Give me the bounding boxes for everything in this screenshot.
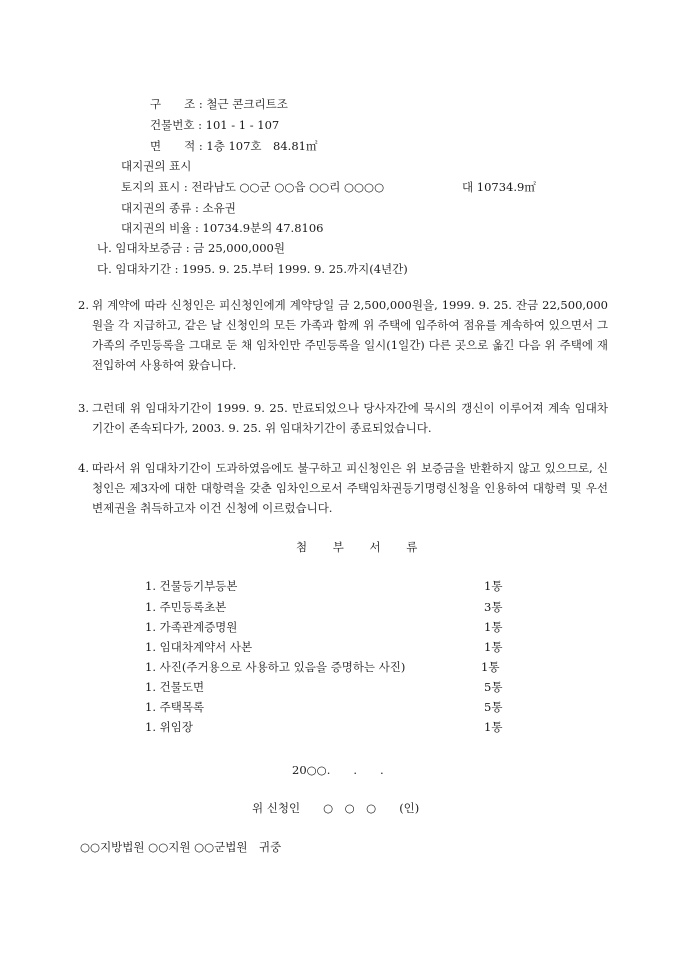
land-right-heading: 대지권의 표시	[121, 159, 192, 173]
paragraph-3	[78, 398, 608, 438]
area-row: 면 적 : 1층 107호 84.81㎡	[150, 139, 318, 153]
attachment-row	[0, 639, 680, 657]
lease-deposit: 나. 임대차보증금 : 금 25,000,000원	[97, 241, 285, 255]
attachment-row	[0, 719, 680, 737]
court-addressee: ○○지방법원 ○○지원 ○○군법원 귀중	[80, 840, 282, 854]
land-ratio-label: 대지권의 비율	[121, 221, 192, 235]
attachment-name: 1. 주택목록	[145, 700, 205, 714]
attachment-name: 1. 건물도면	[145, 680, 205, 694]
land-type-row: 대지권의 종류 : 소유권	[121, 201, 236, 215]
attachment-count: 1통	[484, 579, 503, 593]
attachment-name: 1. 건물등기부등본	[145, 579, 238, 593]
land-ratio-row: 대지권의 비율 : 10734.9분의 47.8106	[121, 221, 324, 235]
attachment-name: 1. 가족관계증명원	[145, 620, 238, 634]
paragraph-number: 3.	[78, 401, 89, 415]
area-label: 면 적	[150, 139, 196, 153]
applicant-signature: 위 신청인 ○ ○ ○ (인)	[252, 801, 420, 815]
attachment-name: 1. 주민등록초본	[145, 600, 227, 614]
area-value: 1층 107호 84.81㎡	[206, 139, 318, 153]
paragraph-2	[78, 295, 608, 375]
land-type-label: 대지권의 종류	[121, 201, 192, 215]
attachment-name: 1. 사진(주거용으로 사용하고 있음을 증명하는 사진)	[145, 660, 406, 674]
attachment-row	[0, 599, 680, 617]
building-number-row: 건물번호 : 101 - 1 - 107	[150, 118, 280, 132]
land-value: 전라남도 ○○군 ○○읍 ○○리 ○○○○	[191, 180, 385, 194]
land-type-value: 소유권	[202, 201, 236, 215]
paragraph-text: 위 계약에 따라 신청인은 피신청인에게 계약당일 금 2,500,000원을, 1999. 9. 25. 잔금 22,500,000원을 각 지급하고, 같은 날 신청인의 모든 가족과 함께 위 주택에 입주하여 점유를 계속하여 있으면서 그 가족의 주민등록을 그대로 둔 채 임차인만 주민등록을 일시(1일간) 다른 곳으로 옮긴 다음 위 주택에 재전입하여 사용하여 왔습니다.	[92, 298, 608, 372]
attachments-title: 첨 부 서 류	[296, 540, 429, 554]
land-ratio-value: 10734.9분의 47.8106	[202, 221, 324, 235]
building-number-value: 101 - 1 - 107	[205, 118, 280, 132]
building-number-label: 건물번호	[150, 118, 195, 132]
land-row: 토지의 표시 : 전라남도 ○○군 ○○읍 ○○리 ○○○○	[121, 180, 385, 194]
attachment-count: 1통	[484, 620, 503, 634]
attachment-name: 1. 임대차계약서 사본	[145, 640, 253, 654]
structure-value: 철근 콘크리트조	[206, 97, 288, 111]
attachment-name: 1. 위임장	[145, 720, 193, 734]
lease-period: 다. 임대차기간 : 1995. 9. 25.부터 1999. 9. 25.까지(4년간)	[97, 262, 408, 276]
application-date: 20○○. . .	[292, 763, 384, 777]
structure-row: 구 조 : 철근 콘크리트조	[150, 97, 288, 111]
attachment-row	[0, 659, 680, 677]
paragraph-number: 2.	[78, 298, 89, 312]
paragraph-number: 4.	[78, 461, 89, 475]
paragraph-text: 그런데 위 임대차기간이 1999. 9. 25. 만료되었으나 당사자간에 묵시의 갱신이 이루어져 계속 임대차기간이 존속되다가, 2003. 9. 25. 위 임대차기간이 종료되었습니다.	[92, 401, 608, 435]
attachment-count: 5통	[484, 680, 503, 694]
land-label: 토지의 표시	[121, 180, 181, 194]
structure-label: 구 조	[150, 97, 196, 111]
attachment-row	[0, 699, 680, 717]
attachment-count: 5통	[484, 700, 503, 714]
attachment-count: 1통	[484, 640, 503, 654]
paragraph-text: 따라서 위 임대차기간이 도과하였음에도 불구하고 피신청인은 위 보증금을 반환하지 않고 있으므로, 신청인은 제3자에 대한 대항력을 갖춘 임차인으로서 주택임차권등기명령신청을 인용하여 대항력 및 우선변제권을 취득하고자 이건 신청에 이르렀습니다.	[92, 461, 608, 515]
paragraph-4	[78, 458, 608, 518]
attachment-row	[0, 679, 680, 697]
attachment-count: 3통	[484, 600, 503, 614]
attachment-row	[0, 578, 680, 596]
attachment-row	[0, 619, 680, 637]
attachment-count: 1통	[484, 720, 503, 734]
land-area: 대 10734.9㎡	[462, 180, 536, 194]
attachment-count: 1통	[481, 660, 500, 674]
